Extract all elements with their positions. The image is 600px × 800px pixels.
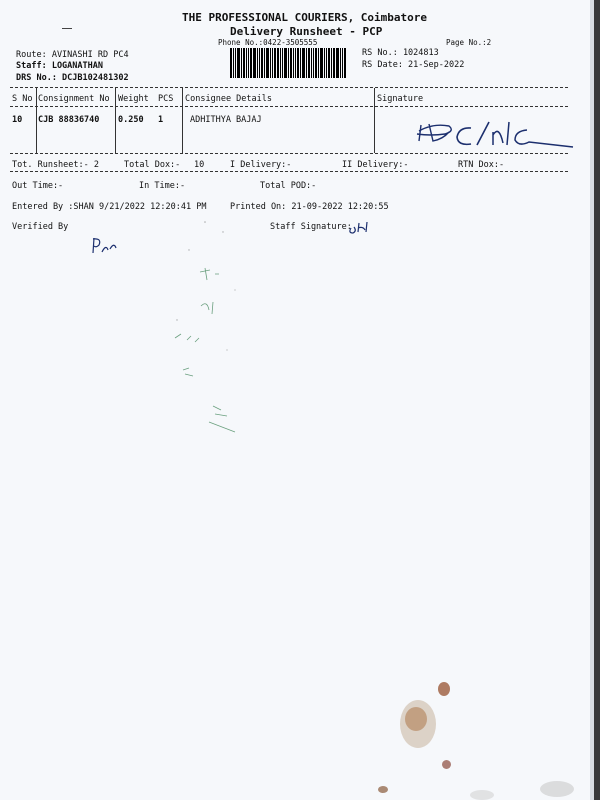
barcode-bar [270, 48, 271, 78]
in-time: In Time:- [139, 181, 186, 191]
company-name: THE PROFESSIONAL COURIERS, Coimbatore [182, 11, 428, 24]
barcode-bar [320, 48, 323, 78]
barcode-bar [302, 48, 305, 78]
barcode-bar [300, 48, 301, 78]
entered-by: Entered By :SHAN 9/21/2022 12:20:41 PM [12, 202, 207, 212]
route: Route: AVINASHI RD PC4 [16, 50, 129, 60]
barcode-bar [250, 48, 252, 78]
col-divider [36, 88, 37, 153]
total-dox-value: 10 [194, 160, 205, 170]
out-time: Out Time:- [12, 181, 64, 191]
barcode-bar [318, 48, 319, 78]
barcode-bar [313, 48, 314, 78]
rs-number: RS No.: 1024813 [362, 48, 439, 58]
row-consignee: ADHITHYA BAJAJ [190, 115, 262, 125]
barcode-bar [246, 48, 247, 78]
barcode-bar [248, 48, 249, 78]
barcode-bar [328, 48, 330, 78]
stain-mark [442, 760, 451, 769]
barcode-bar [324, 48, 325, 78]
barcode-bar [280, 48, 281, 78]
col-header-pcs: PCS [158, 94, 174, 104]
barcode-bar [326, 48, 327, 78]
barcode-bar [331, 48, 332, 78]
col-divider [115, 88, 116, 153]
total-runsheet: Tot. Runsheet:- 2 [12, 160, 99, 170]
barcode-bar [243, 48, 245, 78]
barcode-bar [253, 48, 256, 78]
scan-mark [62, 28, 72, 29]
barcode-bar [272, 48, 273, 78]
col-divider [182, 88, 183, 153]
col-header-consignee: Consignee Details [185, 94, 272, 104]
row-pcs: 1 [158, 115, 164, 125]
row-consignment: CJB 88836740 [38, 115, 100, 125]
barcode-bar [340, 48, 341, 78]
printed-on: Printed On: 21-09-2022 12:20:55 [230, 202, 389, 212]
first-delivery: I Delivery:- [230, 160, 292, 170]
stain-mark [438, 682, 450, 696]
barcode-bar [237, 48, 240, 78]
col-header-signature: Signature [377, 94, 424, 104]
barcode-bar [274, 48, 276, 78]
barcode-bar [264, 48, 265, 78]
barcode-bar [288, 48, 289, 78]
verifier-initials [90, 236, 122, 256]
barcode-bar [266, 48, 269, 78]
barcode-bar [282, 48, 283, 78]
col-header-consignment: Consignment No [38, 94, 110, 104]
barcode [230, 48, 356, 78]
stain-mark [405, 707, 427, 731]
scan-edge-shadow [594, 0, 600, 800]
stain-mark [540, 781, 574, 797]
table-top-rule [10, 87, 568, 88]
staff-initials [345, 218, 375, 236]
second-delivery: II Delivery:- [342, 160, 409, 170]
handwritten-signature [405, 115, 580, 155]
barcode-bar [233, 48, 234, 78]
barcode-bar [261, 48, 263, 78]
barcode-bar [311, 48, 312, 78]
table-header-rule [10, 106, 568, 107]
barcode-bar [241, 48, 242, 78]
col-divider [374, 88, 375, 153]
barcode-bar [342, 48, 343, 78]
barcode-bar [235, 48, 236, 78]
totals-rule [10, 171, 568, 172]
barcode-bar [293, 48, 294, 78]
staff-signature-label: Staff Signature: [270, 222, 352, 232]
drs-number: DRS No.: DCJB102481302 [16, 73, 129, 83]
barcode-bar [333, 48, 335, 78]
total-dox-label: Total Dox:- [124, 160, 181, 170]
row-weight: 0.250 [118, 115, 144, 125]
barcode-bar [308, 48, 310, 78]
verified-by: Verified By [12, 222, 69, 232]
barcode-bar [344, 48, 346, 78]
barcode-bar [259, 48, 260, 78]
rs-date: RS Date: 21-Sep-2022 [362, 60, 465, 70]
rtn-dox: RTN Dox:- [458, 160, 505, 170]
col-header-weight: Weight [118, 94, 149, 104]
barcode-bar [306, 48, 307, 78]
col-header-sno: S No [12, 94, 33, 104]
barcode-bar [277, 48, 279, 78]
document-title: Delivery Runsheet - PCP [230, 25, 383, 38]
phone-number: Phone No.:0422-3505555 [218, 38, 318, 47]
staff-name: Staff: LOGANATHAN [16, 61, 103, 71]
barcode-bar [290, 48, 292, 78]
row-sno: 10 [12, 115, 23, 125]
barcode-bar [230, 48, 232, 78]
barcode-bar [257, 48, 258, 78]
barcode-bar [284, 48, 287, 78]
total-pod: Total POD:- [260, 181, 317, 191]
stain-mark [378, 786, 388, 793]
barcode-bar [295, 48, 296, 78]
barcode-bar [336, 48, 339, 78]
page-number: Page No.:2 [446, 38, 492, 47]
barcode-bar [315, 48, 317, 78]
barcode-bar [297, 48, 299, 78]
faint-pencil-marks [165, 210, 255, 440]
stain-mark [470, 790, 494, 800]
